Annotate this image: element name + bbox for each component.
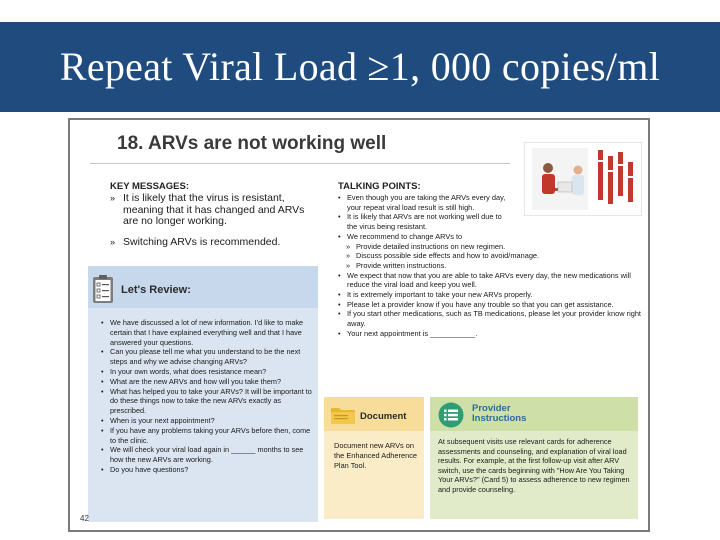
document-heading: 18. ARVs are not working well <box>117 133 387 154</box>
slide-title: Repeat Viral Load ≥1, 000 copies/ml <box>59 44 661 89</box>
provider-instructions-panel <box>430 397 638 519</box>
list-item: • Your next appointment is ___________. <box>338 329 642 339</box>
list-item: • It is extremely important to take your new ARVs properly. <box>338 290 642 300</box>
document-panel <box>324 397 424 519</box>
list-item: » Switching ARVs is recommended. <box>110 237 310 249</box>
provider-instructions-title <box>472 404 526 424</box>
list-item: • Can you please tell me what you understand to be the next steps and why we advise changing ARVs? <box>101 347 315 367</box>
list-subitem: » Discuss possible side effects and how to avoid/manage. <box>338 251 642 261</box>
list-item: • Please let a provider know if you have any trouble so that you can get assistance. <box>338 300 642 310</box>
list-item: • We will check your viral load again in ______ months to see how the new ARVs are working. <box>101 445 315 465</box>
list-item: • What are the new ARVs and how will you take them? <box>101 377 315 387</box>
lets-review-title: Let's Review: <box>121 284 191 296</box>
key-messages-header: KEY MESSAGES: <box>110 181 190 192</box>
heading-divider <box>90 163 510 164</box>
talking-points-header: TALKING POINTS: <box>338 181 421 192</box>
page-number: 42 <box>80 514 89 523</box>
document-panel-title: Document <box>360 411 407 422</box>
provider-title-line1: Provider <box>472 403 511 414</box>
slide-title-bar <box>0 22 720 112</box>
lets-review-panel <box>88 266 318 522</box>
checklist-clipboard-icon <box>92 274 114 304</box>
list-item: • If you start other medications, such as TB medications, please let your provider know right away. <box>338 309 642 328</box>
lets-review-list <box>101 318 315 475</box>
list-item: • We recommend to change ARVs to <box>338 232 642 242</box>
list-item: • Even though you are taking the ARVs every day, your repeat viral load result is still high. <box>338 193 512 212</box>
list-item: • If you have any problems taking your ARVs before then, come to the clinic. <box>101 426 315 446</box>
document-page <box>68 118 650 532</box>
provider-title-line2: Instructions <box>472 413 527 424</box>
key-messages-list <box>110 193 310 257</box>
lets-review-header <box>88 266 318 308</box>
list-item: • We expect that now that you are able to take ARVs every day, the new medications will reduce the viral load and keep you well. <box>338 271 642 290</box>
document-panel-header <box>324 397 424 431</box>
list-circle-icon <box>438 402 464 428</box>
list-item: • When is your next appointment? <box>101 416 315 426</box>
list-item: • We have discussed a lot of new information. I'd like to make certain that I have explained everything well and that I have answered your questions. <box>101 318 315 347</box>
list-subitem: » Provide detailed instructions on new regimen. <box>338 242 642 252</box>
list-subitem: » Provide written instructions. <box>338 261 642 271</box>
provider-instructions-text: At subsequent visits use relevant cards for adherence assessments and counseling, and explanation of viral load results. For example, at the first follow-up visit after ARV switch, use the cards beginning with "How Are You Taking Your ARVs?" (Card 5) to assess adherence to new regimen and provide counseling. <box>438 437 630 494</box>
list-item: • It is likely that ARVs are not working well due to the virus being resistant. <box>338 212 512 231</box>
list-item: • What has helped you to take your ARVs? It will be important to do these things now to take the new ARVs exactly as prescribed. <box>101 387 315 416</box>
folder-icon <box>330 405 356 425</box>
list-item: • Do you have questions? <box>101 465 315 475</box>
list-item: • In your own words, what does resistance mean? <box>101 367 315 377</box>
provider-instructions-header <box>430 397 638 431</box>
document-panel-text: Document new ARVs on the Enhanced Adherence Plan Tool. <box>334 441 418 470</box>
list-item: » It is likely that the virus is resistant, meaning that it has changed and ARVs are no longer working. <box>110 193 310 228</box>
talking-points-list <box>338 193 642 339</box>
